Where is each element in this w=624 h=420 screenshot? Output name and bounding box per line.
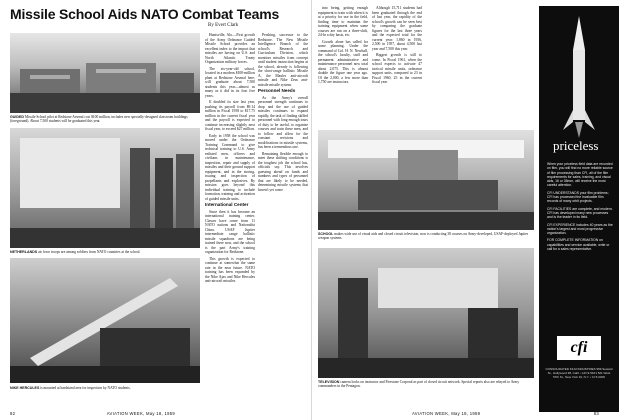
article-headline: Missile School Aids NATO Combat Teams	[10, 6, 280, 22]
caption-television-photo: TELEVISION camera looks on instructor and Firestone Corporal as part of closed circuit network. Special reports also are relayed to Army commanders in the Pentagon.	[318, 380, 520, 389]
article-byline: By Evert Clark	[208, 23, 239, 28]
nike-hercules-illustration	[10, 258, 200, 383]
rocket-illustration	[539, 10, 619, 140]
caption-school-photo: SCHOOL makes wide use of visual aids and closed circuit television, now is conducting 38 courses on Army-developed, USAF-deployed Jupiter weapon systems.	[318, 232, 529, 241]
right-page	[312, 0, 624, 420]
photo-school-classroom	[318, 130, 534, 230]
subhead-international-center: International Center	[205, 202, 249, 207]
photo-television-camera	[318, 248, 534, 378]
article-column-4	[426, 6, 534, 126]
photo-nike-hercules	[10, 258, 200, 383]
article-column-3: into being, getting enough equipment to train with when it is at a priority for use in the field, finding time to maintain the training equipment when some courses are run on a three-shift, 24-hr a day basis, etc. Growth alone has called for some planning. Under the command of Col. H. N. Newhall, the school's faculty, staff and permanent administrative and maintenance personnel now total about 2,075. This is almost double the figure one year ago. Of the 2,000, a few more than 1,750 are instructors. Although 15,711 students had been graduated through the end of last year, the rapidity of the school's growth can be seen best by comparing the graduate figures for the last three years and the expected total for the current year: 1,860 in 1956, 2,500 in 1957, about 4,500 last year and 7,500 this year. Biggest growth is still to come. In Fiscal 1961, when the school expects to activate 47 tactical missile units, ordnance support units, compared to 23 in Fiscal 1960, 25 in the current fiscal year	[318, 6, 422, 84]
television-illustration	[318, 248, 534, 378]
classroom-illustration	[318, 130, 534, 230]
ad-headline: priceless	[553, 138, 599, 153]
photo-netherlands-troops	[10, 128, 200, 248]
ad-body: When your priceless field data are recorded on film, you will find no more reliable source of film processing than CFI, all of the film requirements for sales, training, and visual aids, 16 or 35mm, will receive the most careful attention. CFI UNDERSTANDS your film problems; CFI has processed the invaluable film records of many orbit projects. CFI FACILITIES are complete, and modern. CFI has developed many new processes and is the leader in its field. CFI EXPERIENCE includes 40 years as the nation's largest and most progressive organization. FOR COMPLETE INFORMATION on capabilities and service available, write or call for a sales representative.	[547, 162, 613, 252]
article-column-2: Pershing, successor to the Redstone. The New Missile Intelligence Branch of the school's Research and Curriculum Division, which monitors missiles from concept until student instruction begins at the school, already is following the short-range ballistic Missile A, the Mauler anti-aircraft missile and Nike Zeus anti-missile missile system. Personnel Needs As the Army's overall personnel strength continues to drop and the use of guided missiles continues to expand rapidly, the task of finding skilled personnel with long enough tours of duty to be useful, to organize courses and train these men, and to follow and allow for the constant revisions and modifications in missile systems, has been a tremendous one. Remaining flexible enough to meet these shifting conditions is the toughest job the school has, officials say. This involves guessing ahead on funds and numbers and types of personnel that are likely to be needed, determining missile systems that haven't yet come	[258, 33, 308, 192]
left-footer: 82 AVIATION WEEK, May 18, 1959	[10, 411, 175, 416]
ad-fine-print: CONSOLIDATED FILM INDUSTRIES 959 Seward St., Hollywood 38, Calif. • HO 9-5161 521 West 57th St., New York 19, N.Y. • CI 5-0300	[545, 367, 613, 379]
caption-bottom-photo: NIKE HERCULES is mounted at hardstand area for inspection by NATO students.	[10, 386, 131, 390]
caption-mid-photo: NETHERLANDS air force troops are among soldiers from NATO countries at the school.	[10, 250, 141, 254]
cfi-logo: cfi	[557, 336, 601, 360]
subhead-personnel-needs: Personnel Needs	[258, 88, 296, 93]
cfi-advertisement	[539, 6, 619, 412]
buildings-illustration	[10, 33, 200, 113]
troops-illustration	[10, 128, 200, 248]
caption-top-photo: GUIDED Missile School pilot at Redstone Arsenal cost $100 million, includes new specially-designed classroom buildings (foreground). About 7,500 students will be graduated this year.	[10, 115, 188, 124]
photo-missile-school-buildings	[10, 33, 200, 113]
article-column-1: Huntsville, Ala.—First growth of the Army Ordnance Guided Missile School provides an excellent index to the impact that missiles are having on U.S. and North Atlantic Treaty Organization military forces. The six-year-old school, located in a modern $100-million plant at Redstone Arsenal here, will graduate about 7,500 students this year—almost as many as it did in its first five years. If doubled its size last year, pushing its payroll from $9.14 million in Fiscal 1958 to $17.75 million in the current fiscal year and the payroll is expected to continue increasing slightly next fiscal year, to exceed $27 million. Early in 1958 the school was moved under the Ordnance Training Command to give technical training to U.S. Army enlisted men, officers and civilians in maintenance, inspection, repair and supply of missiles and their ground support equipment, and in the storing, issuing and inspection of propellants and explosives. By mission goes beyond this individual training to include formation, training and activation of guided missile units. International Center Since then it has become an international training center. Classes have come from 11 NATO nations and Nationalist China. USAF Jupiter intermediate range ballistic missile squadrons are being trained there now, and the school is the part Army's training organization for Redstone. This growth is expected to continue at somewhat the same rate in the near future. NATO training has been expanded by the Nike Ajax and Nike Hercules anti-aircraft missiles.	[205, 33, 255, 283]
right-footer: AVIATION WEEK, May 18, 1959 83	[412, 411, 599, 416]
